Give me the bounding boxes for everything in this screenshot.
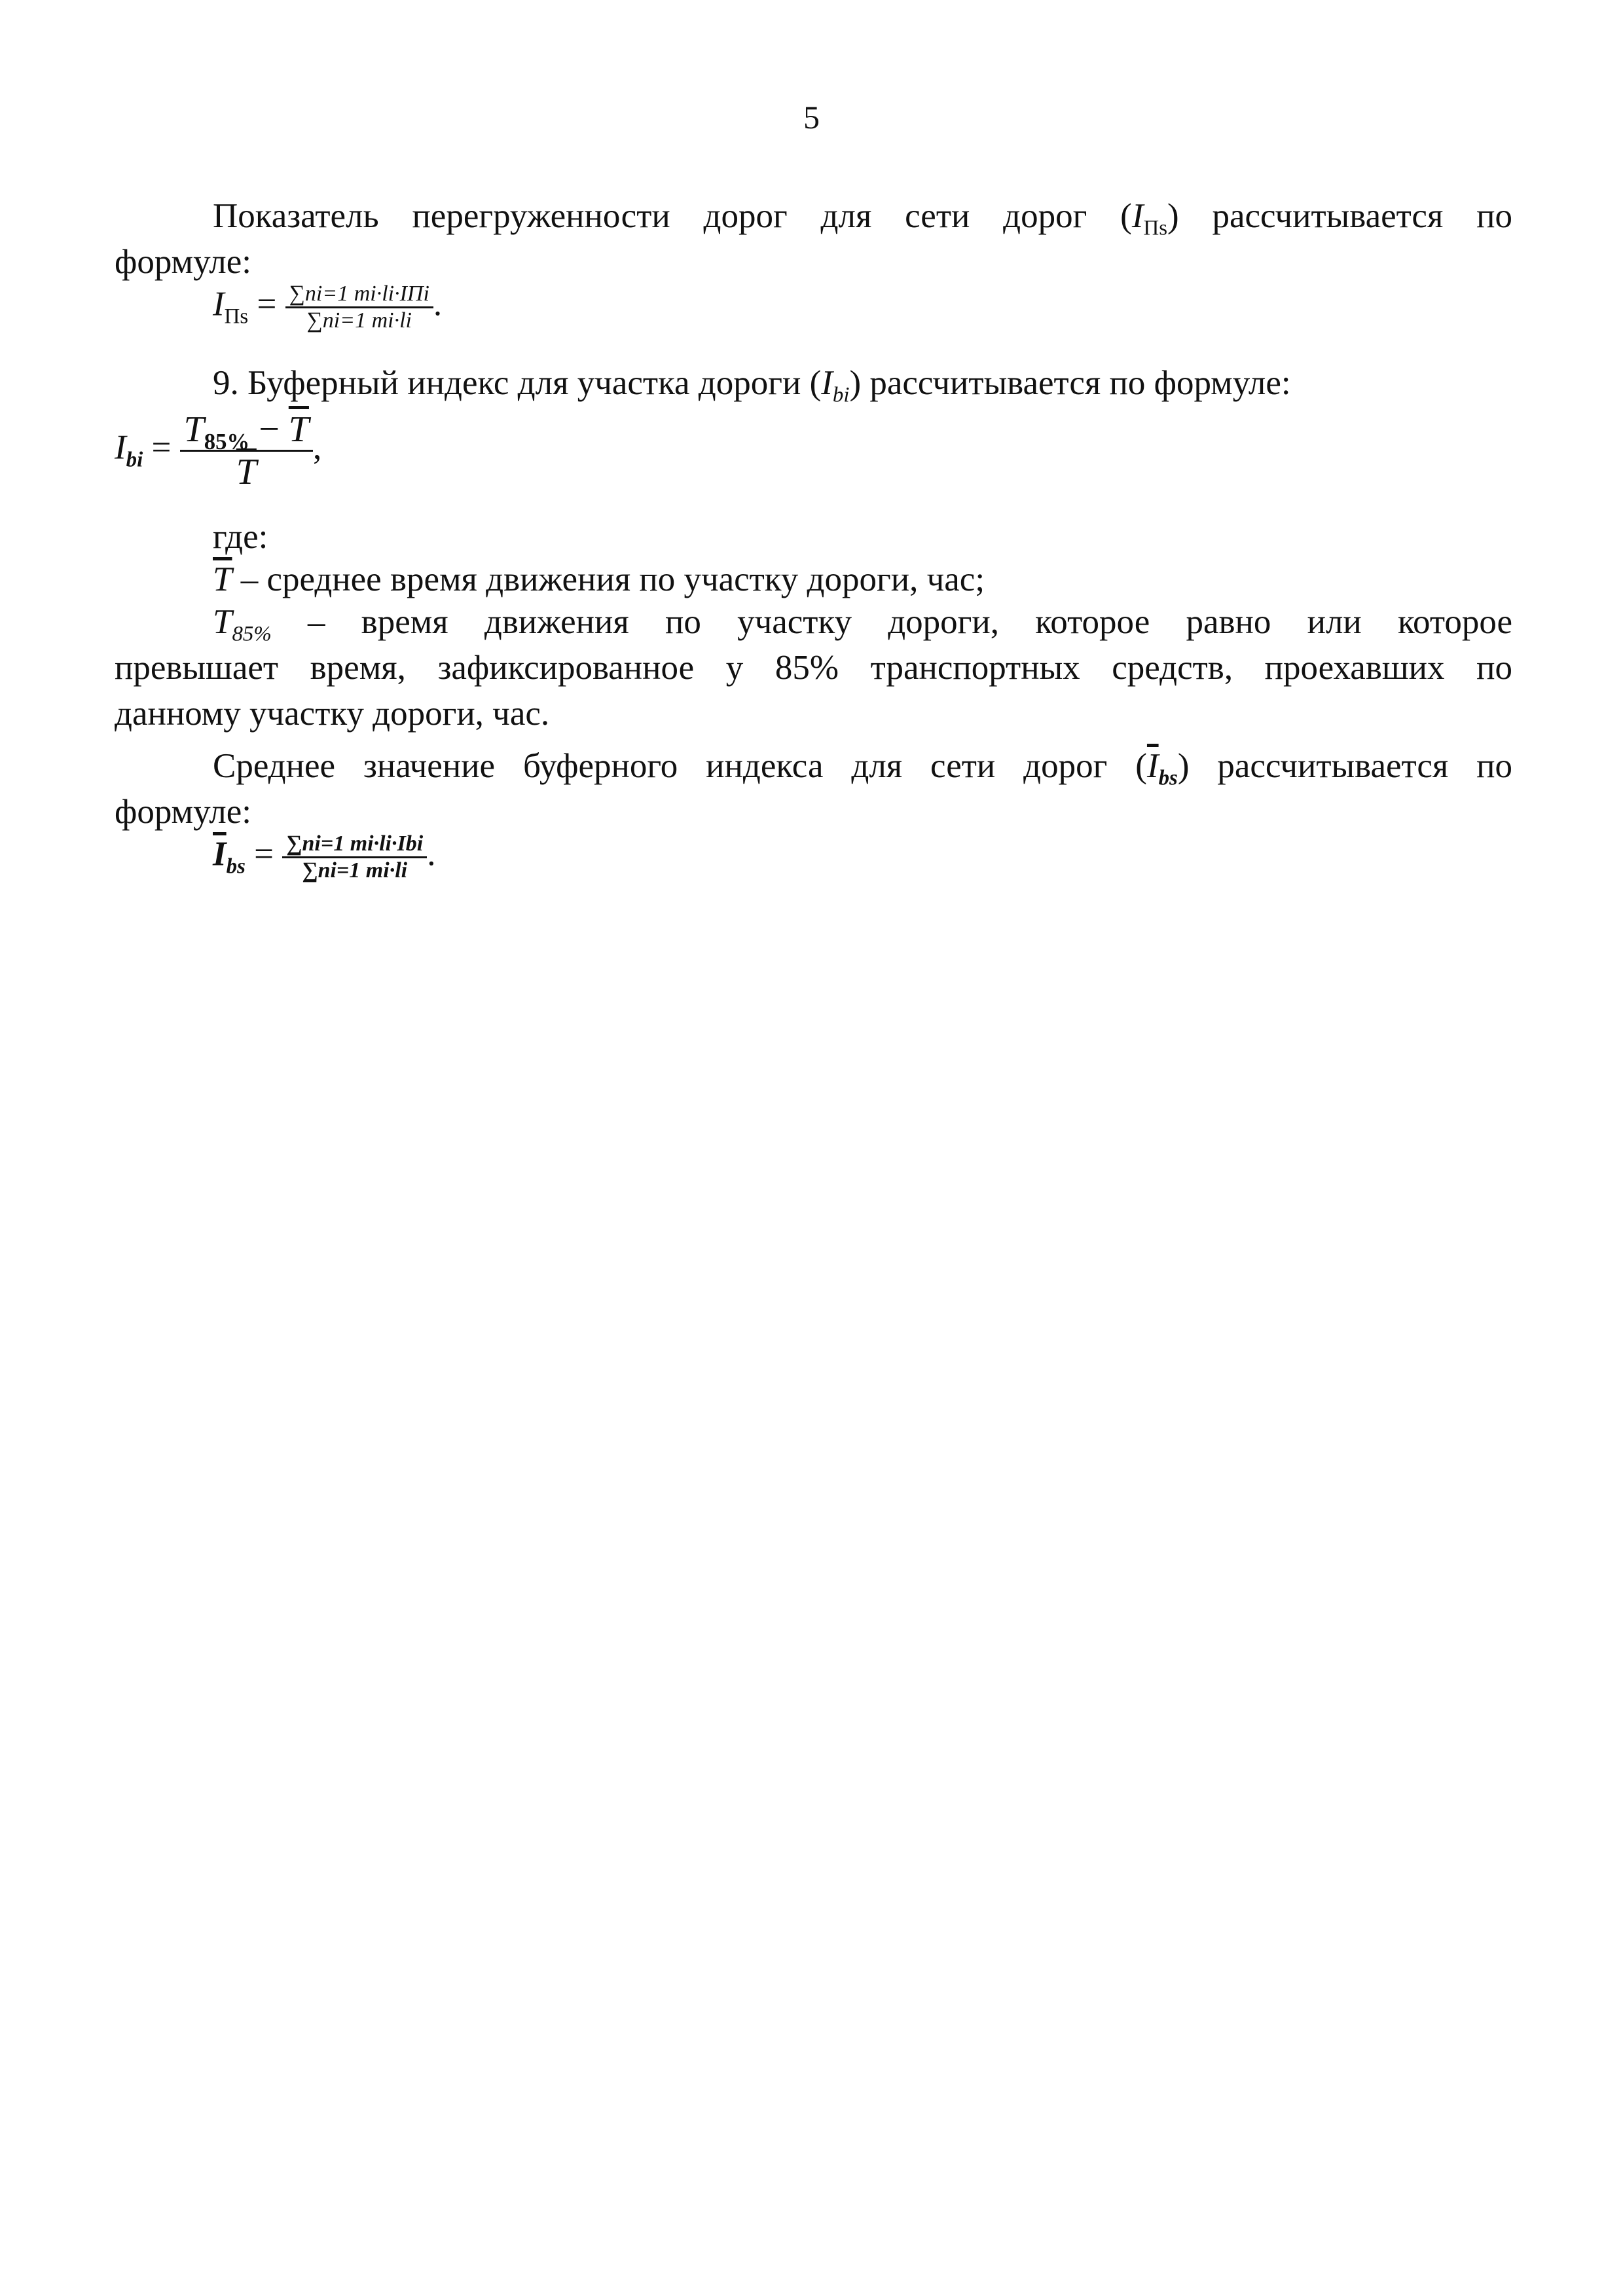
formula-fraction: [285, 282, 433, 333]
where-label: где:: [213, 518, 268, 556]
text: – среднее время движения по участку дороги, час;: [232, 560, 985, 598]
text: ) рассчитывается по: [1167, 197, 1512, 235]
formula-buffer-index: $I_{bi}$ = $\frac{T_{85\%} - \overline{T}}{T}$ ,: [115, 409, 322, 492]
var-sub: bi: [832, 383, 850, 407]
definition-t85-line-3: данному участку дороги, час.: [115, 695, 550, 733]
formula-lhs-sub: bi: [126, 448, 143, 472]
formula-lhs-sub: Пs: [224, 304, 249, 329]
paragraph-1-line-1: [213, 196, 1512, 240]
definition-t-mean: [213, 560, 985, 599]
formula-lhs: $\overline{I}$: [213, 835, 227, 873]
formula-lhs-sub: bs: [226, 854, 246, 879]
formula-denominator: ∑ni=1 mi·li: [306, 308, 412, 333]
text: Среднее значение буферного индекса для сети дорог (: [213, 747, 1147, 785]
formula-lhs: I: [115, 428, 126, 467]
var-i: I: [1131, 197, 1144, 235]
symbol-sub: 85%: [232, 622, 272, 646]
formula-mean-buffer-index: $\overline{I}_{bs}$ = $\frac{\text{∑ni=1 mi·li·Ibi}}{\sum ni=1 mi\cdot li}$ .: [213, 831, 436, 883]
page-number: 5: [803, 99, 820, 136]
symbol-t-bar: $\overline{T}$: [213, 560, 232, 598]
text: – время движения по участку дороги, которое равно или которое: [307, 603, 1512, 641]
text: 9. Буферный индекс для участка дороги (: [213, 364, 822, 402]
minus: −: [249, 409, 289, 450]
paragraph-2-line-1: [213, 746, 1512, 790]
formula-numerator: ∑ni=1 mi·li·Ibi: [282, 831, 427, 858]
paragraph-2-line-2: формуле:: [115, 793, 251, 831]
symbol-t85: T: [213, 603, 232, 641]
var-i: I: [821, 364, 833, 402]
var-sub: 85%: [204, 429, 250, 455]
formula-denominator: ∑ni=1 mi·li: [302, 858, 408, 883]
var-t-bar: $\overline{T}$: [288, 409, 309, 450]
formula-fraction: [180, 409, 313, 492]
var-t: T: [183, 409, 204, 450]
definition-t85-line-1: [213, 602, 1512, 646]
definition-t85-line-2: превышает время, зафиксированное у 85% транспортных средств, проехавших по: [115, 649, 1512, 687]
formula-fraction: [282, 831, 427, 883]
formula-congestion-network: $I_{Пs}$ = $\frac{\text{∑ni=1 mi·li·IПi}}{\sum ni=1 mi\cdot li}$ .: [213, 282, 443, 333]
formula-denominator: T: [236, 452, 257, 492]
var-sub: bs: [1158, 766, 1178, 790]
var-i-bar: $\overline{I}$: [1146, 747, 1159, 785]
text: Показатель перегруженности дорог для сети дорог (: [213, 197, 1132, 235]
var-sub: Пs: [1143, 216, 1167, 240]
paragraph-1-line-2: формуле:: [115, 243, 251, 281]
text: ) рассчитывается по формуле:: [849, 364, 1291, 402]
item-9: [213, 363, 1291, 407]
formula-lhs: I: [213, 285, 225, 323]
formula-numerator: ∑ni=1 mi·li·IПi: [285, 282, 433, 308]
formula-numerator: [180, 409, 313, 455]
text: ) рассчитывается по: [1177, 747, 1512, 785]
